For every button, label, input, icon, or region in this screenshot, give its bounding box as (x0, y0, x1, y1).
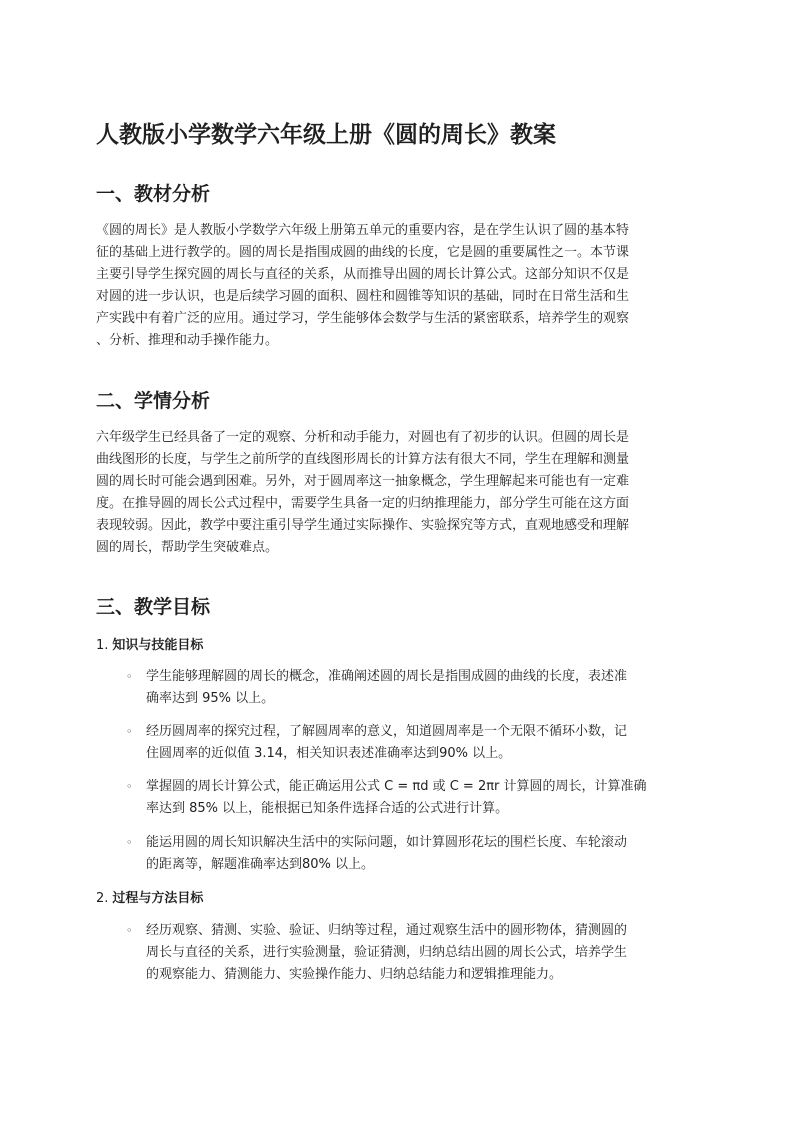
section-heading-goals: 三、教学目标 (96, 596, 211, 618)
section-paragraph-students (96, 427, 702, 559)
bullet-icon: ◦ (126, 924, 133, 937)
section-heading-students: 二、学情分析 (96, 390, 211, 412)
item-line: 能运用圆的周长知识解决生活中的实际问题，如计算圆形花坛的围栏长度、车轮滚动 (146, 835, 628, 850)
list-item (146, 721, 706, 765)
document-title: 人教版小学数学六年级上册《圆的周长》教案 (96, 122, 556, 148)
paragraph-line: 曲线图形的长度，与学生之前所学的直线图形周长的计算方法有很大不同，学生在理解和测量 (96, 452, 630, 467)
paragraph-line: 主要引导学生探究圆的周长与直径的关系，从而推导出圆的周长计算公式。这部分知识不仅是 (96, 267, 630, 282)
paragraph-line: 对圆的进一步认识，也是后续学习圆的面积、圆柱和圆锥等知识的基础，同时在日常生活和生 (96, 289, 630, 304)
item-line: 掌握圆的周长计算公式，能正确运用公式 C = πd 或 C = 2πr 计算圆的周长，计算准确 (146, 779, 647, 794)
list-item (146, 832, 706, 876)
section-heading-materials: 一、教材分析 (96, 183, 211, 205)
list-item (146, 920, 706, 986)
section-paragraph-materials (96, 220, 702, 352)
goal-number: 2. (96, 891, 109, 906)
goal-number: 1. (96, 638, 109, 653)
goal-label: 过程与方法目标 (112, 891, 204, 906)
paragraph-line: 《圆的周长》是人教版小学数学六年级上册第五单元的重要内容，是在学生认识了圆的基本特 (96, 223, 630, 238)
bullet-icon: ◦ (126, 836, 133, 849)
paragraph-line: 、分析、推理和动手操作能力。 (96, 333, 279, 348)
paragraph-line: 征的基础上进行教学的。圆的周长是指围成圆的曲线的长度，它是圆的重要属性之一。本节课 (96, 245, 630, 260)
item-line: 周长与直径的关系，进行实验测量，验证猜测，归纳总结出圆的周长公式，培养学生 (146, 945, 628, 960)
bullet-icon: ◦ (126, 780, 133, 793)
item-line: 经历观察、猜测、实验、验证、归纳等过程，通过观察生活中的圆形物体，猜测圆的 (146, 923, 628, 938)
paragraph-line: 度。在推导圆的周长公式过程中，需要学生具备一定的归纳推理能力，部分学生可能在这方面 (96, 496, 630, 511)
paragraph-line: 六年级学生已经具备了一定的观察、分析和动手能力，对圆也有了初步的认识。但圆的周长是 (96, 430, 630, 445)
paragraph-line: 产实践中有着广泛的应用。通过学习，学生能够体会数学与生活的紧密联系，培养学生的观察 (96, 311, 630, 326)
item-line: 经历圆周率的探究过程，了解圆周率的意义，知道圆周率是一个无限不循环小数，记 (146, 724, 628, 739)
goal-heading-knowledge (96, 635, 203, 657)
goal-heading-process (96, 888, 203, 910)
item-line: 学生能够理解圆的周长的概念，准确阐述圆的周长是指围成圆的曲线的长度，表述准 (146, 669, 628, 684)
paragraph-line: 表现较弱。因此，教学中要注重引导学生通过实际操作、实验探究等方式，直观地感受和理解 (96, 518, 630, 533)
paragraph-line: 圆的周长，帮助学生突破难点。 (96, 540, 279, 555)
bullet-icon: ◦ (126, 725, 133, 738)
paragraph-line: 圆的周长时可能会遇到困难。另外，对于圆周率这一抽象概念，学生理解起来可能也有一定难 (96, 474, 630, 489)
item-line: 的距离等，解题准确率达到80% 以上。 (146, 857, 375, 872)
list-item (146, 776, 706, 820)
item-line: 住圆周率的近似值 3.14，相关知识表述准确率达到90% 以上。 (146, 746, 512, 761)
bullet-icon: ◦ (126, 670, 133, 683)
item-line: 的观察能力、猜测能力、实验操作能力、归纳总结能力和逻辑推理能力。 (146, 967, 563, 982)
item-line: 确率达到 95% 以上。 (146, 691, 275, 706)
list-item (146, 666, 706, 710)
item-line: 率达到 85% 以上，能根据已知条件选择合适的公式进行计算。 (146, 801, 509, 816)
goal-label: 知识与技能目标 (112, 638, 204, 653)
